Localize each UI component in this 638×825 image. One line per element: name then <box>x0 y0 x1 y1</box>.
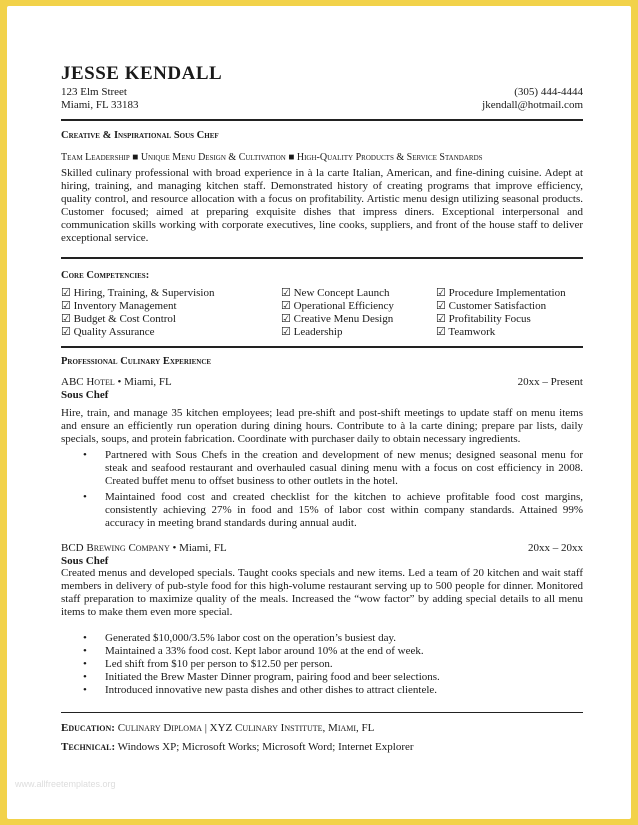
page-frame <box>7 6 631 819</box>
job-2-title: Sous Chef <box>61 555 109 567</box>
profile-tagline: Team Leadership ■ Unique Menu Design & Cultivation ■ High-Quality Products & Service Standards <box>61 152 483 163</box>
job-1-company: ABC Hotel <box>61 376 115 388</box>
job-2-employer <box>61 542 227 554</box>
job-1-summary: Hire, train, and manage 35 kitchen employees; lead pre-shift and post-shift meetings to update staff on menu items and ensure an efficiently run operation during dining hours. Contribute to à la carte dining; prepare par lists, daily specials, soups, and protein fabrication. Coordinate with purchaser daily to obtain necessary ingredients. <box>61 407 583 445</box>
education-line <box>61 722 374 734</box>
competency-item: ☑ Inventory Management <box>61 299 177 312</box>
header-divider <box>61 119 583 121</box>
profile-divider <box>61 257 583 259</box>
competency-item: ☑ Profitability Focus <box>436 312 531 325</box>
job-2-achievements <box>83 632 583 697</box>
job-1-achievements <box>83 449 583 529</box>
competency-item: ☑ Operational Efficiency <box>281 299 394 312</box>
competency-item: ☑ Teamwork <box>436 325 496 338</box>
experience-heading: Professional Culinary Experience <box>61 356 212 367</box>
list-item: • Maintained a 33% food cost. Kept labor around 10% at the end of week. <box>83 645 583 658</box>
job-1-title: Sous Chef <box>61 389 109 401</box>
competency-column-3 <box>436 287 566 339</box>
competency-item: ☑ Budget & Cost Control <box>61 312 176 325</box>
competency-column-1 <box>61 287 214 339</box>
competency-item: ☑ Quality Assurance <box>61 325 155 338</box>
competency-item: ☑ Procedure Implementation <box>436 287 566 299</box>
candidate-name: JESSE KENDALL <box>61 63 223 84</box>
competencies-heading: Core Competencies: <box>61 270 150 281</box>
job-1-location: • Miami, FL <box>114 376 172 388</box>
job-2-dates: 20xx – 20xx <box>528 542 583 554</box>
technical-value: Windows XP; Microsoft Works; Microsoft Word; Internet Explorer <box>115 741 414 753</box>
list-item: • Initiated the Brew Master Dinner program, pairing food and beer selections. <box>83 671 583 684</box>
job-1-dates: 20xx – Present <box>517 376 583 388</box>
list-item: • Maintained food cost and created checklist for the kitchen to achieve profitable food cost margins, consistently achieving 27% in food and 15% of labor cost within company standards. Attained 99% accuracy in meeting brand standards during annual audit. <box>83 491 583 530</box>
competencies-divider <box>61 346 583 348</box>
list-item: • Partnered with Sous Chefs in the creation and development of new menus; designed seasonal menu for steak and seafood restaurant and overhauled casual dining menu with a focus on cost efficiency in 2008. Created buffet menu to offset business to other outlets in the hotel. <box>83 449 583 488</box>
phone-number: (305) 444-4444 <box>514 86 583 98</box>
city-state: Miami, FL 33183 <box>61 99 139 111</box>
education-value: Culinary Diploma | XYZ Culinary Institute, Miami, FL <box>114 722 375 734</box>
competency-item: ☑ New Concept Launch <box>281 287 390 299</box>
job-1-employer <box>61 376 172 388</box>
job-2-summary: Created menus and developed specials. Taught cooks specials and new items. Led a team of 20 kitchen and wait staff members in delivery of pub-style food for this high-volume restaurant serving up to 500 people for dinner. Monitored staff preparation to maximize quality of the meals. Increased the “wow factor” by adding special details to all menu items to make them even more special. <box>61 567 583 618</box>
competency-item: ☑ Leadership <box>281 325 343 338</box>
competency-column-2 <box>281 287 394 339</box>
list-item: • Led shift from $10 per person to $12.50 per person. <box>83 658 583 671</box>
competency-item: ☑ Customer Satisfaction <box>436 299 547 312</box>
education-label: Education: <box>61 722 115 734</box>
street-address: 123 Elm Street <box>61 86 127 98</box>
profile-summary: Skilled culinary professional with broad experience in à la carte Italian, American, and fine-dining cuisine. Adept at hiring, training, and managing kitchen staff. Demonstrated history of creating programs that improve efficiency, quality control, and resource allocation with a focus on profitability. Artistic menu design utilizing seasonal products. Customer focused; aimed at preparing exquisite dishes that impress diners. Exceptional interpersonal and communication skills working with corporate executives, line cooks, suppliers, and front of the house staff to deliver exceptional service. <box>61 167 583 244</box>
competency-item: ☑ Hiring, Training, & Supervision <box>61 287 215 299</box>
technical-label: Technical: <box>61 741 116 753</box>
list-item: • Introduced innovative new pasta dishes and other dishes to attract clientele. <box>83 684 583 697</box>
email-address[interactable]: jkendall@hotmail.com <box>482 99 583 111</box>
job-2-company: BCD Brewing Company <box>61 542 170 554</box>
resume-page <box>7 6 631 819</box>
competency-item: ☑ Creative Menu Design <box>281 312 394 325</box>
job-2-location: • Miami, FL <box>169 542 227 554</box>
experience-divider <box>61 712 583 713</box>
list-item: • Generated $10,000/3.5% labor cost on the operation’s busiest day. <box>83 632 583 645</box>
profile-heading: Creative & Inspirational Sous Chef <box>61 130 219 141</box>
watermark: www.allfreetemplates.org <box>15 779 116 789</box>
technical-line <box>61 741 414 753</box>
